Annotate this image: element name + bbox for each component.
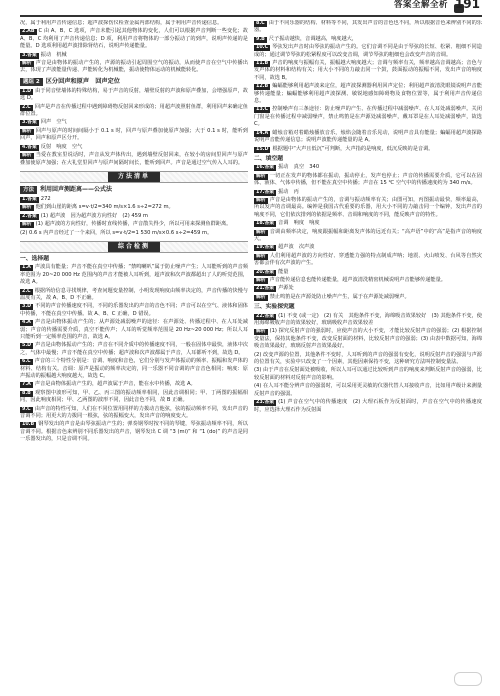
section-banner-label: 方法清单	[108, 172, 160, 182]
answer-text: 控制噪声有三条途径：防止噪声的产生、在传播过程中减弱噪声、在人耳处减弱噪声。关闭门窗是在传播过程中减弱噪声，禁止鸣笛是在声源处减弱噪声，戴耳罩是在人耳处减弱噪声，故选 C。	[254, 106, 482, 128]
answer-text: 振动 丙	[278, 188, 299, 195]
answer-text: 超声波 次声波	[278, 244, 315, 251]
answer-label: 4.A	[22, 320, 31, 326]
answer-text: 钢琴发出的声音是由琴弦振动产生的；弹奏钢琴时按不同的琴键，琴弦振动频率不同，所以音调不同。根据音色来辨别不同乐器发出的声音，钢琴发出 C 调 “3 (mi)” 和 “1 (do)” 的声音是同一乐器发出的，只是音调不同。	[20, 421, 248, 443]
answer-paragraph	[254, 277, 482, 284]
answer-paragraph	[20, 303, 248, 318]
answer-label: 解析	[22, 61, 32, 67]
answer-text: 反射 响度 空气	[40, 143, 83, 150]
answer-paragraph	[254, 253, 482, 268]
answer-paragraph	[20, 20, 248, 27]
answer-label: 解析	[256, 173, 266, 179]
answer-paragraph	[20, 221, 248, 228]
answer-label: 23.答案	[256, 400, 275, 406]
answer-text: 振动 机械	[40, 51, 67, 58]
answer-text: 回声与原声的时间间隔小于 0.1 s 时，回声与原声叠加使原声加强；大于 0.1 s 时，能听到回声，回声和原声区分开。	[20, 127, 248, 142]
answer-label: 16.答案	[256, 165, 275, 171]
answer-label: 18.答案	[256, 221, 275, 227]
answer-label: 1.D	[22, 88, 32, 94]
answer-label: 9.C	[22, 406, 31, 412]
answer-text: (2) 改变声源的位置，其他条件不变时，人耳听到的声音的强弱有变化，说明反射声音的强弱与声源的位置有关，实验中只改变了一个因素，其他因素保持不变，这种研究方法叫控制变量法。	[254, 351, 482, 366]
answer-label: 15.D	[256, 146, 269, 152]
answer-text: 能量	[278, 268, 289, 275]
answer-paragraph	[20, 319, 248, 341]
answer-text: 振动 真空 340	[278, 164, 320, 171]
answer-label: 21.答案	[256, 286, 275, 292]
exercise-section-title: 二、填空题	[254, 155, 283, 162]
answer-text: 272	[40, 195, 51, 202]
watermark-logo-icon	[436, 672, 496, 694]
answer-text: 况，属于利用声音传递信息；超声波探伤仪检查金属内部结构，属于利用声音传递信息。	[20, 20, 223, 26]
answer-label: 2.C	[22, 104, 31, 110]
answer-paragraph	[20, 128, 248, 143]
answer-label: 解析	[22, 222, 32, 228]
heading-tag: 方法	[20, 186, 37, 194]
answer-text: 蜡烛音箱对着蜡烛播放音乐，烛焰会随着音乐晃动，说明声音具有能量；蝙蝠用超声波探路说明声音能传递信息；说明声波能传递能量的是 A。	[254, 129, 482, 144]
answer-paragraph	[254, 367, 482, 382]
answer-paragraph	[20, 144, 248, 151]
answer-paragraph	[20, 204, 248, 211]
answer-text: 一切正在发声的物体都在振动，振动停止，发声也停止；声音的传播需要介质，它可以在固体、液体、气体中传播，但不能在真空中传播；声音在 15 ℃ 空气中的传播速度约为 340 m/s。	[254, 172, 482, 187]
answer-label: 解析	[256, 278, 266, 283]
answer-label: 解析	[22, 128, 32, 134]
answer-paragraph	[20, 421, 248, 443]
answer-paragraph	[254, 36, 482, 43]
answer-label: 8.B	[22, 390, 31, 396]
answer-text: (1) 探究反射声音的强弱时，应使声音的大小不变，才能比较反射声音的强弱；(2) 根据控制变量法，保持其他条件不变，改变反射面的材料，比较反射声音的强弱；(3) 由表中数据可知，海绵吸音效果最好，玻璃反射声音效果最好。	[254, 328, 482, 350]
answer-text: 声音的响度与振幅有关，振幅越大响度越大；音调与频率有关，频率越高音调越高；音色与发声体的材料和结构有关；用大小不同的力敲击同一个鼓，鼓面振动的振幅不同，发出声音的响度不同，故选 B。	[254, 60, 482, 81]
answer-label: 解析	[256, 253, 266, 259]
answer-text: 音调 响度 响度	[278, 220, 320, 227]
answer-paragraph	[20, 52, 248, 59]
answer-text: 声波具有能量；声音不能在真空中传播；“禁鸣喇叭”属于防止噪声产生；人耳能听到的声音频率范围为 20~20 000 Hz 范围内的声音才能被人耳听到，超声波和次声波都超出了人的听觉范围，故选 A。	[20, 264, 248, 286]
answer-paragraph	[20, 381, 248, 388]
answer-paragraph	[254, 60, 482, 82]
exercise-section-title: 一、选择题	[20, 255, 49, 262]
answer-text: 当爱在教室里说话时，声音从发声体传出，遇到墙壁反射回来，在较小的房间里回声与原声叠加使原声加强；在大礼堂里回声与原声间隔时间长，能听到回声。声音是通过空气传入人耳的。	[20, 152, 248, 166]
answer-paragraph	[254, 220, 482, 227]
answer-paragraph	[20, 264, 248, 286]
answer-text: 琴弦发出声音时由琴弦的振动产生的。它们音调不同是由于琴弦的长短、松紧、粗细不同造成的；通过调节琴弦的松紧程度可以改变音调，调节琴弦的粗细也会改变声音的音调。	[254, 44, 482, 58]
answer-text: 由声音的特性可知，人们在不同位置用同样的力拨动吉他弦，弦的振动频率不同，发出声音的音调不同；用更大的力拨同一根弦，弦的振幅变大，发出声音的响度变大。	[20, 405, 248, 420]
answer-label: 解析	[256, 229, 266, 235]
answer-text: 回声是声音在传播过程中遇到障碍物反射回来形成的；用超声波照射鱼群，利用回声来确定鱼群位置。	[20, 103, 248, 118]
answer-label: 5.D	[22, 343, 32, 349]
answer-text: (3) 由于声音在反射面处被吸收，所以人耳可以通过比较听到声音的响度来判断反射声音的强弱，比较反射面的材料对反射声音的影响。	[254, 367, 482, 381]
answer-text: 声音是由物体振动产生的；从声源处减弱噪声的途径：在声源处、传播过程中、在人耳处减弱；声音的传播需要介质，真空不能传声；人耳的听觉频率范围是 20 Hz~20 000 Hz；所以人耳只能听到一定频率范围的声音，故选 A。	[20, 319, 248, 340]
answer-paragraph	[254, 229, 482, 244]
answer-label: 解析	[22, 205, 32, 211]
answer-paragraph	[20, 60, 248, 75]
answer-text: (2) 0.6 s 内声音经过了一个来回，所以 s=v·t/2=1 530 m/s×0.6 s÷2=459 m。	[20, 229, 213, 236]
header-title: 答案全解全析	[393, 0, 448, 10]
answer-label: 6.C	[22, 359, 31, 365]
header-rule	[20, 15, 482, 17]
answer-label: 解析	[256, 294, 266, 300]
answer-paragraph	[254, 130, 482, 145]
answer-paragraph	[20, 288, 248, 303]
answer-label: 9.B	[256, 36, 265, 42]
answer-paragraph	[254, 44, 482, 59]
heading-tag: 题组 2	[20, 78, 43, 86]
topic-heading	[20, 78, 248, 86]
answer-text: 观察图中波形可知，甲、乙、丙三图的振动频率相同，因此音调相同；甲、丁两图的振幅相同，因此响度相同；甲、乙两图的波形不同，因此音色不同，故 B 正确。	[20, 389, 248, 404]
answer-text: 声音是由物体的振动产生的，音调与振动频率有关；由图可知，丙图振动最快，频率最高，所以发声的音调最高。编钟是我国古代重要的乐器，用大小不同的力敲击同一个编钟，发出声音的响度不同，它们依次排列的依据是频率、音调和响度的不同，能反映声音的特性。	[254, 196, 482, 218]
answer-paragraph	[20, 390, 248, 405]
answer-label: 1.答案	[22, 196, 37, 202]
answer-paragraph	[20, 230, 248, 237]
answer-paragraph	[254, 106, 482, 128]
answer-text: 声音是由物体振动产生的，超声波属于声音，能在水中传播，故选 A。	[34, 381, 196, 388]
answer-text: 由于不同乐器的结构、材料等不同，其发出声音的音色也不同，所以根据音色来辨别不同的乐器。	[254, 20, 482, 34]
section-banner	[20, 241, 248, 253]
answer-text: (1) 不变 (或一定) (2) 有关 其他条件不变，海绵吸音效果较好 (3) 其他条件不变，使用海绵吸收声音的效果较好，玻璃吸收声音效果较差	[254, 312, 482, 327]
answer-label: 20.答案	[256, 269, 275, 275]
answer-label: 8.C	[256, 21, 265, 26]
answer-paragraph	[254, 294, 482, 301]
answer-paragraph	[254, 285, 482, 292]
answer-text: 声音能传递信息也能传递能量，超声波清洗精密机械说明声音能够传递能量。	[269, 277, 446, 283]
answer-text: 声音的三个特性分别是：音调、响度和音色，它们分别与发声体振动的频率、振幅和发声体的材料、结构有关。音调：原声是振动的频率决定的，同一乐器不同音调的声音音色相同；响度：原声振动的振幅越大响度越大，故选 C。	[20, 358, 248, 380]
answer-label: 14.A	[256, 130, 269, 136]
answer-text: C 由 A、B、C 选项，声音未能引起其他物体的变化，人们可以根据声音判断一些变化；故 A、B、C 均利用了声音传递信息；D 项，利用声音将物体的一部分振动了的到声，说明声传递的是能量。D 选项利用超声波排除肾结石，说明声传递能量。	[20, 28, 248, 50]
answer-label: 17.答案	[256, 189, 275, 195]
answer-paragraph	[254, 83, 482, 105]
answer-label: 3.答案	[22, 120, 37, 126]
answer-label: 10.C	[256, 45, 269, 51]
answer-text: 由于同音壁墙体的特殊结构，易于声音的反射，墙壁反射的声波和原声叠加，会增强原声，故选 D。	[20, 87, 248, 102]
answer-paragraph	[254, 173, 482, 188]
answer-text: 声音是由物体振动产生的；声音在不同介质中的传播速度不同，一般在固体中最快，液体中次之，气体中最慢；声音不能在真空中传播；超声波和次声波都属于声音，人耳都听不到，故选 D。	[20, 342, 248, 356]
answer-label: 11.B	[256, 61, 269, 67]
answer-label: 2.C	[22, 288, 31, 294]
answer-text: 声音是由物体的振动产生的，声源的振动引起周围空气的振动，从而使声音在空气中传播出去，体现了声波能量传递、声能转化为机械能，振动使物体运动的机械能转化。	[20, 60, 248, 74]
answer-text: 音调由频率决定，响度跟振幅和距离发声体的远近有关；“高声语”中的“高”是指声音的响度大。	[254, 228, 482, 242]
answer-paragraph	[254, 244, 482, 251]
answer-text: 根据题中“大声且低沉”可判断，大声指的是响度，低沉反映的是音调。	[272, 145, 434, 152]
section-banner	[20, 171, 248, 183]
left-column	[20, 20, 248, 685]
answer-text: (1) 超声波 因为超声波方向性好 (2) 459 m	[40, 212, 148, 219]
answer-paragraph	[20, 196, 248, 203]
answer-label: 10.B	[22, 422, 35, 428]
heading-text: 区分回声和原声 回声定位	[45, 77, 120, 85]
answer-label: 22.答案	[256, 313, 275, 319]
answer-label: 解析	[256, 329, 266, 335]
section-banner-label: 综合检测	[108, 242, 160, 252]
answer-paragraph	[254, 164, 482, 171]
answer-paragraph	[20, 358, 248, 380]
answer-label: 12.B	[256, 84, 269, 90]
answer-paragraph	[20, 213, 248, 220]
answer-text: 回声 空气	[40, 119, 67, 126]
answer-label: 7.A	[22, 382, 31, 388]
answer-paragraph	[20, 152, 248, 167]
answer-paragraph	[254, 189, 482, 196]
answer-label: 4.答案	[22, 144, 37, 150]
right-column	[254, 20, 482, 685]
answer-text: 他们到山崖的距离 s=v·t/2=340 m/s×1.6 s÷2=272 m。	[35, 204, 174, 211]
page-header	[0, 0, 500, 18]
answer-paragraph	[254, 20, 482, 35]
answer-text: (4) 在人耳不能分辨声音的强弱时，可以采用更灵敏的仪器代替人耳接收声音，比如用声级计来测量反射声音的强弱。	[254, 383, 482, 397]
answer-paragraph	[254, 352, 482, 367]
answer-paragraph	[254, 269, 482, 276]
answer-label: 3.答案	[22, 52, 37, 58]
answer-text: 尺子振动越快，音调越高，响度越大，	[268, 35, 358, 42]
answer-paragraph	[254, 328, 482, 350]
answer-text: 禁止鸣笛是在声源处防止噪声产生，属于在声源处减弱噪声。	[269, 293, 410, 300]
answer-label: 解析	[22, 153, 32, 159]
answer-text: (1) 超声波的方向性好，传播时直线传播，声音散失得少，所以可用来探测鱼群距离。	[35, 221, 232, 228]
answer-label: 2.AB	[22, 29, 35, 35]
answer-paragraph	[20, 119, 248, 126]
answer-label: 2.答案	[22, 213, 37, 219]
answer-text: 声源处	[278, 285, 294, 292]
answer-text: 人们利用超声波的方向性好、穿透能力强的特点制成声呐；地震、火山喷发、台风等自然灾害都会伴有次声波的产生。	[254, 252, 482, 267]
answer-text: (1) 声音在空气中的传播速度 (2) 大理石板作为反射面时，声音在空气中的传播速度时，应选择大理石作为反射面	[254, 399, 482, 413]
answer-label: 1.A	[22, 265, 31, 271]
answer-paragraph	[20, 88, 248, 103]
answer-label: 19.答案	[256, 245, 275, 251]
heading-text: 利用回声测距离——公式法	[40, 185, 113, 193]
answer-paragraph	[20, 28, 248, 50]
exercise-section-title: 三、实验探究题	[254, 304, 295, 311]
method-heading	[20, 186, 248, 194]
answer-paragraph	[254, 313, 482, 328]
answer-text: 根据所给信息寻找规律，考查问题变量控制，小明发现响度由频率决定的，声音传播的快慢与温度有关，故 A、B、D 不正确。	[20, 287, 248, 301]
answer-label: 解析	[256, 197, 266, 203]
answer-paragraph	[254, 146, 482, 153]
answer-label: 13.C	[256, 107, 269, 113]
answer-paragraph	[20, 104, 248, 119]
page-number: 191	[454, 0, 480, 11]
answer-paragraph	[20, 406, 248, 421]
answer-paragraph	[20, 342, 248, 357]
answer-label: 3.D	[22, 304, 32, 310]
answer-paragraph	[254, 399, 482, 414]
answer-text: 不同的声音传播速度不同，不同的乐器发出的声音的音色不同；声音可以在空气、液体和固体中传播，不能在真空中传播。故 A、B、C 正确，D 错误。	[20, 303, 248, 317]
answer-paragraph	[254, 383, 482, 398]
answer-paragraph	[254, 197, 482, 219]
answer-text: 蝙蝠能够利用超声波来定位，超声波探测器利用回声定位；利用超声波清洗眼镜说明声音能够传递能量；蝙蝠能够利用超声波探测、敏锐地感知障碍物及食物位置等，属于利用声音传递信息。	[254, 83, 482, 105]
